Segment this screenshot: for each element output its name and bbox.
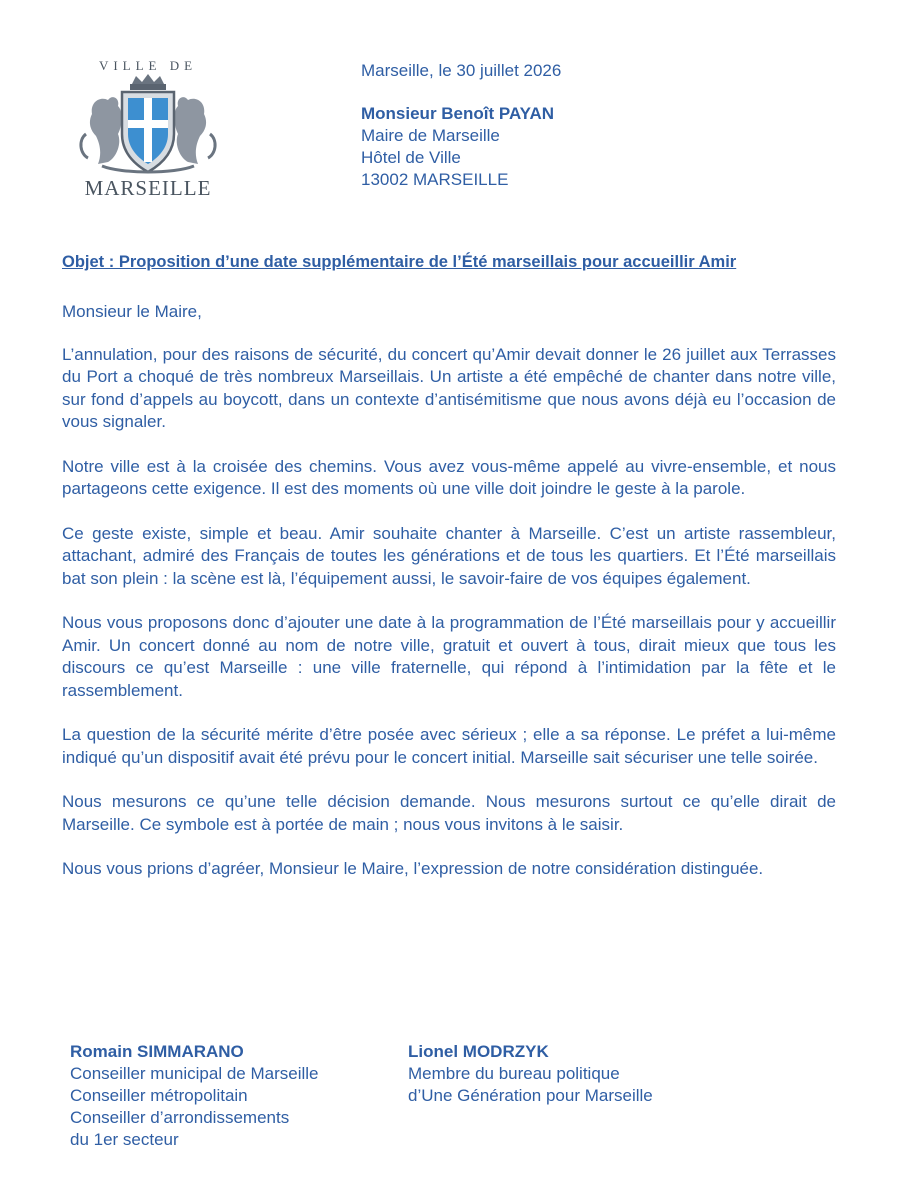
signatory-title: Conseiller municipal de Marseille	[70, 1064, 319, 1083]
signatory-title: du 1er secteur	[70, 1130, 179, 1149]
recipient-name: Monsieur Benoît PAYAN	[361, 104, 555, 123]
recipient-line: Hôtel de Ville	[361, 148, 461, 167]
header-block	[361, 60, 561, 191]
coat-of-arms-icon	[72, 74, 224, 178]
place-date: Marseille, le 30 juillet 2026	[361, 61, 562, 80]
signatory-left	[70, 1041, 319, 1151]
signatory-title: Membre du bureau politique	[408, 1064, 620, 1083]
body-paragraph: La question de la sécurité mérite d’être posée avec sérieux ; elle a sa réponse. Le préfet a lui-même indiqué qu’un dispositif avait été prévu pour le concert initial. Marseille sait sécuriser une telle soirée.	[62, 725, 836, 767]
signatory-title: Conseiller métropolitain	[70, 1086, 248, 1105]
signatory-right	[408, 1041, 653, 1107]
signatory-name: Lionel MODRZYK	[408, 1042, 549, 1061]
signatory-title: Conseiller d’arrondissements	[70, 1108, 290, 1127]
letter-subject: Objet : Proposition d’une date supplémentaire de l’Été marseillais pour accueillir Amir	[62, 253, 737, 271]
body-paragraph: Notre ville est à la croisée des chemins. Vous avez vous-même appelé au vivre-ensemble, et nous partageons cette exigence. Il est des moments où une ville doit joindre le geste à la parole.	[62, 456, 836, 498]
city-logo	[68, 58, 228, 208]
body-paragraph: Ce geste existe, simple et beau. Amir souhaite chanter à Marseille. C’est un artiste rassembleur, attachant, admiré des Français de toutes les générations et de tous les quartiers. Et l’Été marseillais bat son plein : la scène est là, l’équipement aussi, le savoir-faire de vos équipes également.	[62, 523, 836, 588]
logo-bottom-text: MARSEILLE	[84, 176, 212, 200]
recipient-address	[361, 103, 561, 191]
salutation: Monsieur le Maire,	[62, 302, 202, 321]
body-paragraph: Nous mesurons ce qu’une telle décision demande. Nous mesurons surtout ce qu’elle dirait de Marseille. Ce symbole est à portée de main ; nous vous invitons à le saisir.	[62, 792, 836, 834]
closing-paragraph: Nous vous prions d’agréer, Monsieur le Maire, l’expression de notre considération distinguée.	[62, 859, 764, 878]
recipient-line: Maire de Marseille	[361, 126, 500, 145]
signatory-title: d’Une Génération pour Marseille	[408, 1086, 653, 1105]
body-paragraph: Nous vous proposons donc d’ajouter une date à la programmation de l’Été marseillais pour y accueillir Amir. Un concert donné au nom de notre ville, gratuit et ouvert à tous, dirait mieux que tous les discours ce qu’est Marseille : une ville fraternelle, qui répond à l’intimidation par la fête et le rassemblement.	[62, 613, 836, 700]
recipient-line: 13002 MARSEILLE	[361, 170, 509, 189]
signatory-name: Romain SIMMARANO	[70, 1042, 244, 1061]
letter-body	[62, 301, 836, 903]
body-paragraph: L’annulation, pour des raisons de sécurité, du concert qu’Amir devait donner le 26 juillet aux Terrasses du Port a choqué de très nombreux Marseillais. Un artiste a été empêché de chanter dans notre ville, sur fond d’appels au boycott, dans un contexte d’antisémitisme que nous avons déjà eu l’occasion de vous signaler.	[62, 344, 836, 431]
logo-top-text: VILLE DE	[98, 58, 198, 73]
